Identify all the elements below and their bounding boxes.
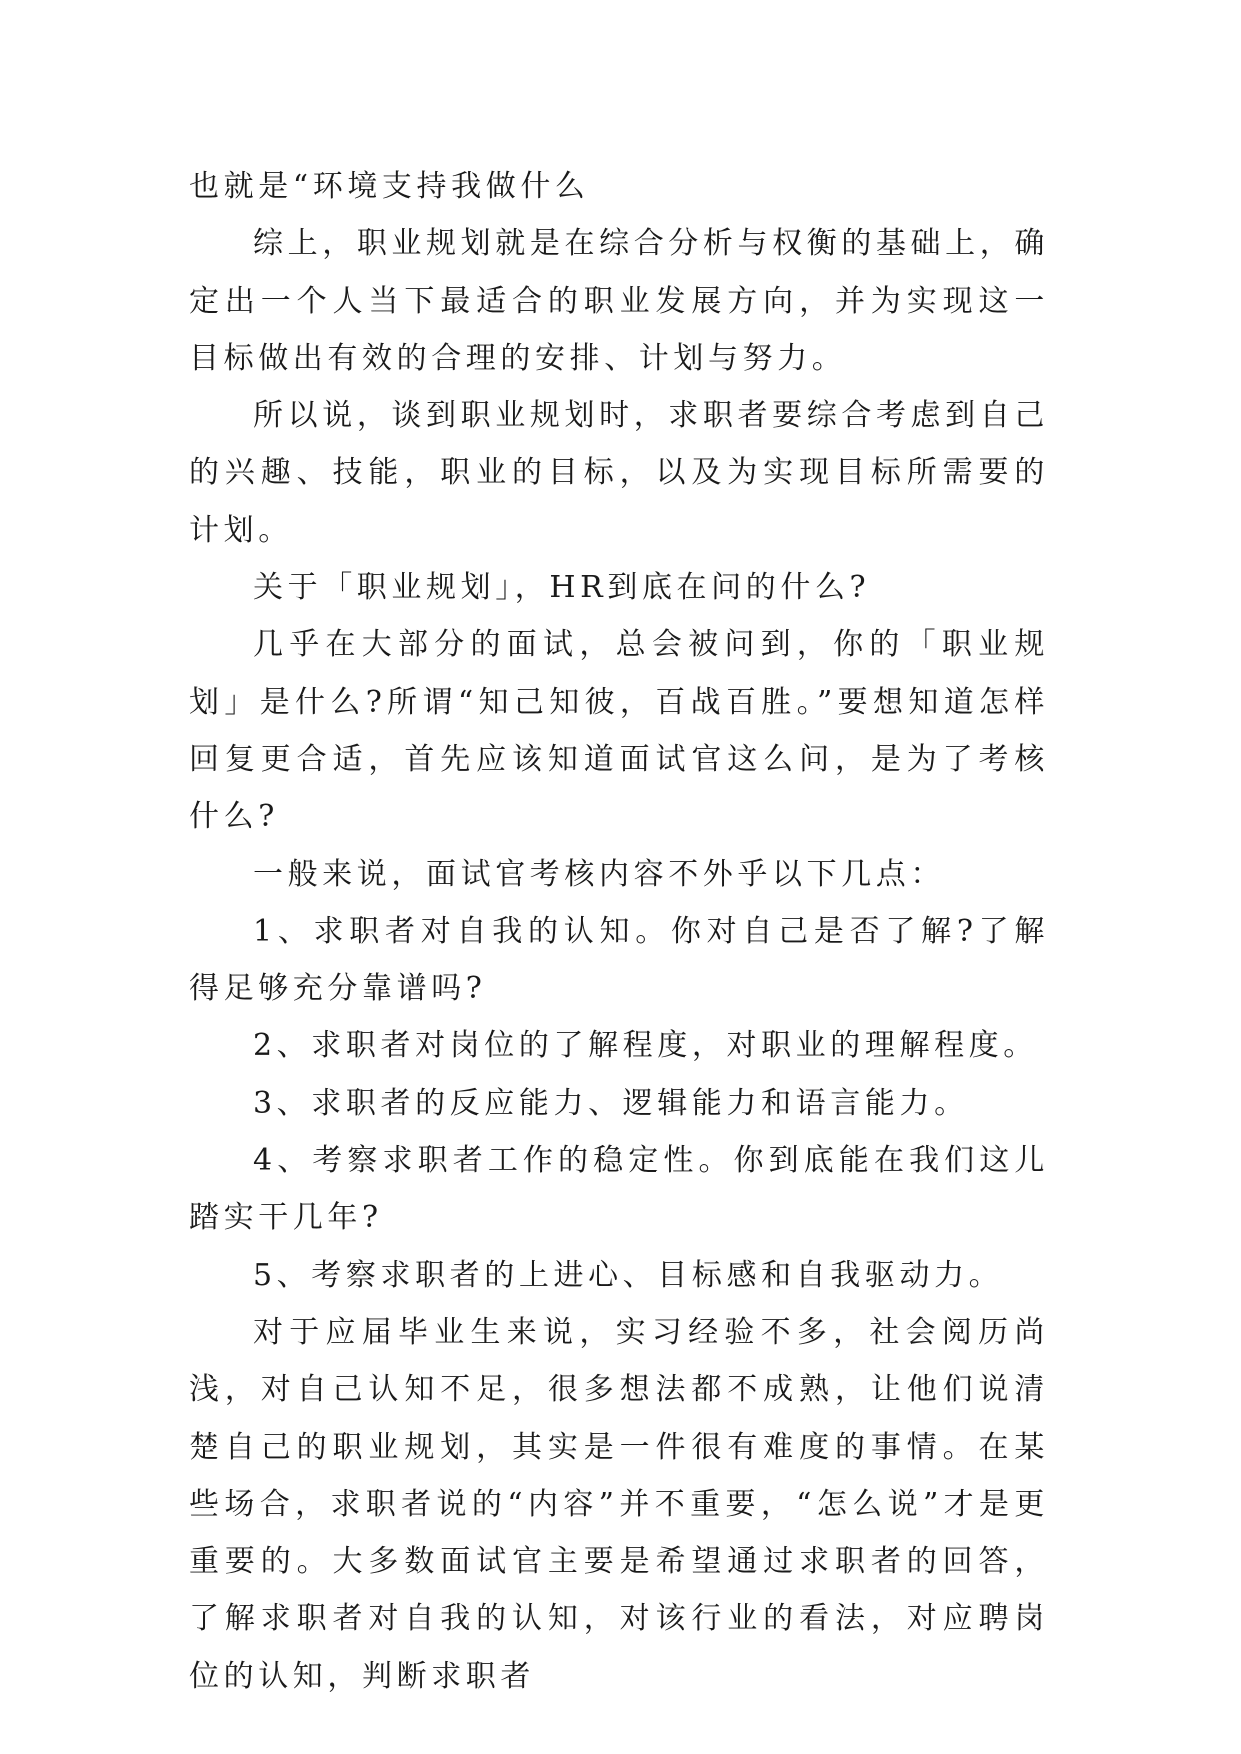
paragraph-summary: 综上，职业规划就是在综合分析与权衡的基础上，确定出一个人当下最适合的职业发展方向，并为实现这一目标做出有效的合理的安排、计划与努力。 [189,226,1049,376]
paragraph-conclusion: 所以说，谈到职业规划时，求职者要综合考虑到自己的兴趣、技能，职业的目标，以及为实现目标所需要的计划。 [189,398,1049,548]
list-item-1: 1、求职者对自我的认知。你对自己是否了解?了解得足够充分靠谱吗? [189,913,1049,1007]
list-item-5: 5、考察求职者的上进心、目标感和自我驱动力。 [253,1257,1004,1293]
document-body [189,158,1049,1705]
list-item-2: 2、求职者对岗位的了解程度，对职业的理解程度。 [253,1028,1038,1064]
paragraph-heading-question: 关于「职业规划」，HR到底在问的什么? [253,570,871,606]
paragraph-points-intro: 一般来说，面试官考核内容不外乎以下几点： [253,856,945,892]
paragraph-interview-intro: 几乎在大部分的面试，总会被问到，你的「职业规划」是什么?所谓“知己知彼，百战百胜。”要想知道怎样回复更合适，首先应该知道面试官这么问，是为了考核什么? [189,627,1049,835]
list-item-3: 3、求职者的反应能力、逻辑能力和语言能力。 [253,1085,969,1121]
paragraph-graduates: 对于应届毕业生来说，实习经验不多，社会阅历尚浅，对自己认知不足，很多想法都不成熟，让他们说清楚自己的职业规划，其实是一件很有难度的事情。在某些场合，求职者说的“内容”并不重要，“怎么说”才是更重要的。大多数面试官主要是希望通过求职者的回答，了解求职者对自我的认知，对该行业的看法，对应聘岗位的认知，判断求职者 [189,1314,1049,1694]
paragraph-continuation: 也就是“环境支持我做什么 [189,169,590,204]
list-item-4: 4、考察求职者工作的稳定性。你到底能在我们这儿踏实干几年? [189,1143,1049,1236]
